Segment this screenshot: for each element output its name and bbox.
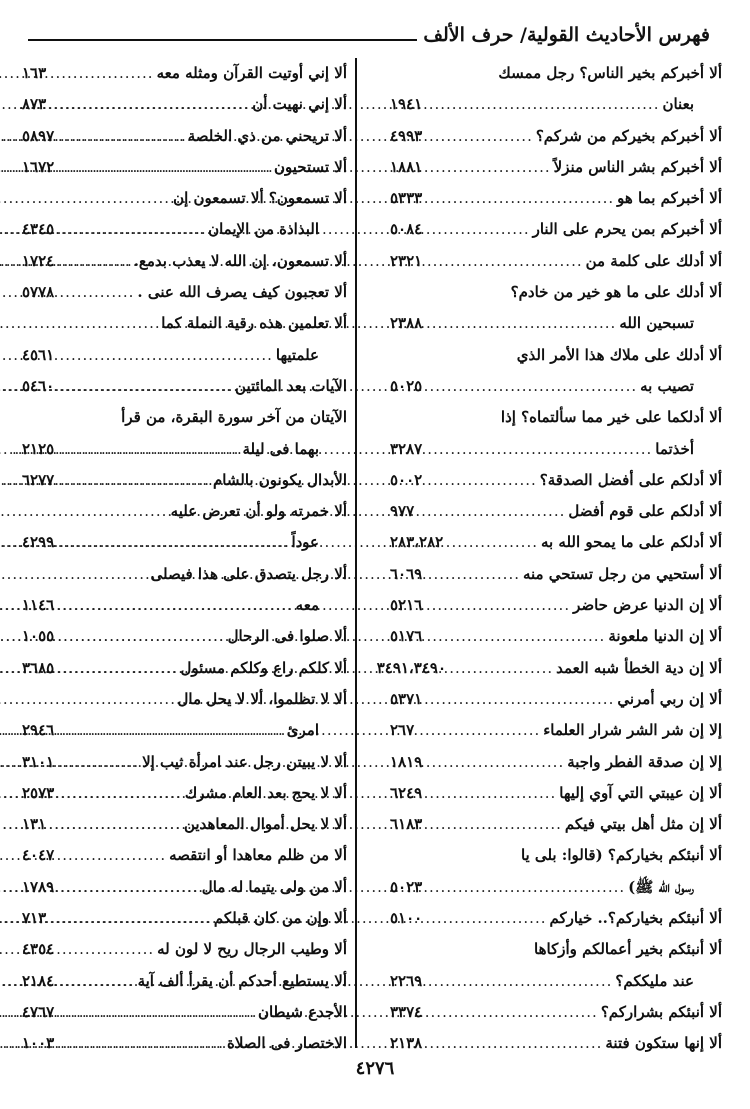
leader-dots: [78, 621, 228, 652]
entry-reference-number: ١٨٨١: [390, 157, 423, 176]
leader-dots: [446, 966, 615, 997]
entry-reference-number: ٥٠٢٣: [390, 877, 423, 896]
leader-dots: [78, 340, 276, 371]
entry-reference-number: ٢٨٣،٢٨٢: [390, 533, 444, 552]
index-entry: [22, 152, 347, 183]
entry-reference-number: ٥٠٨٤: [390, 220, 423, 239]
entry-text: عند مليككم؟: [615, 971, 694, 990]
index-entry: [22, 308, 347, 339]
leader-dots: [78, 903, 214, 934]
entry-reference-number: ١٠٥٥: [22, 627, 55, 646]
index-entry: [390, 966, 722, 997]
entry-text: ألا لا يحج بعد العام مشرك: [184, 783, 347, 802]
index-entry: [390, 246, 722, 277]
index-entry: [390, 621, 722, 652]
entry-text: ألا خمرته ولو أن تعرض عليه: [170, 502, 347, 521]
entry-text: ألا إن دية الخطأ شبه العمد: [556, 658, 722, 677]
index-entry: [390, 778, 722, 809]
entry-text: ألا أخبركم بما هو: [617, 189, 722, 208]
entry-reference-number: ٤٣٥٤: [22, 940, 55, 959]
entry-reference-number: ٣٢٨٧: [390, 439, 423, 458]
index-entry: [22, 58, 347, 89]
leader-dots: [446, 997, 601, 1028]
index-entry: [22, 214, 347, 245]
entry-reference-number: ٢٢٦٩: [390, 971, 423, 990]
index-entry: [390, 1028, 722, 1059]
leader-dots: [78, 152, 274, 183]
index-entry: [22, 434, 347, 465]
leader-dots: [78, 747, 142, 778]
leader-dots: [446, 214, 533, 245]
leader-dots: [446, 121, 536, 152]
entry-reference-number: ٢١٨٤: [22, 971, 55, 990]
entry-reference-number: ٦٢٤٩: [390, 783, 423, 802]
entry-text: الاختصار فى الصلاة: [226, 1034, 347, 1053]
entry-text: ألا وطيب الرجال ريح لا لون له: [157, 940, 347, 959]
leader-dots: [78, 277, 137, 308]
entry-text: ألا من ظلم معاهدا أو انتقصه: [169, 846, 347, 865]
index-entry: [390, 809, 722, 840]
entry-text: ألا أدلك على ملاك هذا الأمر الذي: [516, 345, 722, 364]
leader-dots: [78, 465, 213, 496]
entry-text: الآيتان من آخر سورة البقرة، من قرأ: [121, 408, 347, 427]
leader-dots: [446, 559, 523, 590]
entry-text: ألا تريحني من ذي الخلصة: [187, 126, 347, 145]
entry-text: ألا إن مثل أهل بيتي فيكم: [564, 815, 722, 834]
entry-text: ألا أخبركم بخير الناس؟ رجل ممسك: [498, 64, 722, 82]
index-entry: [390, 308, 722, 339]
entry-text: ألا أدلكم على ما يمحو الله به: [540, 533, 722, 552]
entry-text: ألا رجل يتصدق على هذا فيصلى: [150, 564, 347, 583]
entry-text: ألا إنها ستكون فتنة: [605, 1034, 722, 1053]
index-entry: [22, 653, 347, 684]
entry-text: ألا أنبئكم بخياركم؟.. خياركم: [549, 909, 722, 928]
leader-dots: [78, 246, 134, 277]
entry-reference-number: ٥٨٩٧: [22, 126, 55, 145]
leader-dots: [78, 121, 188, 152]
leader-dots: [446, 308, 619, 339]
entry-text: ألا كلكم راع وكلكم مسئول: [180, 658, 347, 677]
entry-text: ألا إن الدنيا عرض حاضر: [573, 596, 722, 615]
index-entry: [22, 778, 347, 809]
entry-reference-number: ٤٩٩٣: [390, 126, 423, 145]
entry-reference-number: ٦٢٧٧: [22, 470, 55, 489]
entry-text: ألا أدلك على ما هو خير من خادم؟: [510, 283, 722, 302]
leader-dots: [78, 590, 296, 621]
entry-reference-number: ١٠٠٣: [22, 1034, 55, 1053]
index-entry: [22, 747, 347, 778]
index-entry: [390, 715, 722, 746]
header-title: فهرس الأحاديث القولية/ حرف الألف: [423, 24, 710, 46]
entry-reference-number: ١٦٣: [22, 64, 47, 82]
entry-reference-number: ٣٤٩١،٣٤٩٠: [376, 658, 446, 677]
index-entry: [390, 684, 722, 715]
leader-dots: [446, 434, 655, 465]
entry-text: ألا أخبركم بمن يحرم على النار: [532, 220, 722, 239]
index-entry: [390, 559, 722, 590]
index-entry: [390, 183, 722, 214]
entry-reference-number: ٥١٧٦: [390, 627, 423, 646]
leader-dots: [446, 715, 543, 746]
index-entry: [390, 434, 722, 465]
leader-dots: [446, 371, 640, 402]
entry-text: ألا من ولى يتيما له مال: [201, 877, 347, 896]
entry-reference-number: ١٣١: [22, 815, 47, 834]
entry-reference-number: ١٧٢٤: [22, 251, 55, 270]
index-entry: [390, 934, 722, 965]
entry-text: ألا أنبئكم بخياركم؟ (قالوا: بلى يا: [520, 846, 722, 865]
leader-dots: [446, 621, 608, 652]
entry-text: البذاذة من الإيمان: [208, 220, 319, 239]
entry-text: ألا إن عيبتي التي آوي إليها: [559, 783, 722, 802]
leader-dots: [446, 590, 573, 621]
entry-reference-number: ٥٣٧١: [390, 689, 423, 708]
entry-reference-number: ٥٧٧٨: [22, 283, 55, 302]
entry-text: ألا صلوا فى الرحال: [227, 627, 347, 646]
entry-reference-number: ٥٢١٦: [390, 596, 423, 615]
leader-dots: [446, 684, 617, 715]
entry-text: ألا أخبركم بشر الناس منزلاً: [553, 157, 722, 176]
leader-dots: [446, 1028, 605, 1059]
leader-dots: [78, 966, 138, 997]
entry-text: ألا إن الدنيا ملعونة: [608, 627, 722, 646]
entry-reference-number: ٦٠٦٩: [390, 564, 423, 583]
entry-text: ألا أدلكما على خير مما سألتماه؟ إذا: [500, 408, 722, 427]
left-index-column: [22, 58, 347, 1060]
entry-reference-number: ١٧٨٩: [22, 877, 55, 896]
leader-dots: [78, 778, 185, 809]
entry-reference-number: ٢١٣٨: [390, 1034, 423, 1053]
index-entry: [22, 402, 347, 433]
entry-text: ألا يستطيع أحدكم أن يقرأ ألف آية: [137, 971, 347, 990]
entry-reference-number: ٤٠٤٧: [22, 846, 55, 865]
index-entry: [22, 997, 347, 1028]
column-divider: [355, 58, 357, 1048]
entry-text: ألا أدلكم على قوم أفضل: [568, 502, 722, 521]
entry-text: أخذتما: [655, 439, 694, 458]
entry-text: الأجدع شيطان: [257, 1002, 347, 1021]
index-entry: [22, 621, 347, 652]
leader-dots: [446, 809, 565, 840]
index-entry: [390, 277, 722, 308]
index-entry: [390, 496, 722, 527]
entry-reference-number: ٩٧٧: [390, 502, 415, 521]
index-entry: [22, 559, 347, 590]
index-entry: [22, 934, 347, 965]
index-entry: [390, 997, 722, 1028]
page-number: ٤٢٧٦: [355, 1058, 395, 1079]
running-header: [28, 14, 710, 46]
entry-reference-number: ٤٢٩٩: [22, 533, 55, 552]
index-entry: [22, 966, 347, 997]
leader-dots: [78, 58, 157, 89]
entry-text: إلا إن شر الشر شرار العلماء: [543, 721, 722, 740]
index-entry: [22, 371, 347, 402]
entry-reference-number: ٤٣٤٥: [22, 220, 55, 239]
index-entry: [22, 183, 347, 214]
entry-text: الأبدال يكونون بالشام: [213, 470, 347, 489]
entry-reference-number: ٢١٢٥: [22, 439, 55, 458]
leader-dots: [446, 89, 662, 120]
leader-dots: [78, 653, 180, 684]
entry-text: ألا تستحيون: [273, 157, 347, 176]
leader-dots: [446, 903, 549, 934]
leader-dots: [446, 527, 541, 558]
entry-text: ألا أنبئكم بخير أعمالكم وأزكاها: [534, 940, 722, 959]
right-index-column: [376, 58, 722, 1060]
entry-text: ألا أستحيي من رجل تستحي منه: [522, 564, 722, 583]
entry-text: ألا تعلمين هذه رقية النملة كما: [161, 314, 347, 333]
entry-reference-number: ٢٣٢١: [390, 251, 423, 270]
leader-dots: [78, 89, 252, 120]
index-entry: [390, 58, 722, 89]
entry-text: ألا تسمعون؟ ألا تسمعون إن: [173, 189, 347, 208]
entry-text: إلا إن صدقة الفطر واجبة: [567, 752, 722, 771]
leader-dots: [78, 214, 208, 245]
index-entry: [390, 121, 722, 152]
entry-text: الآيات بعد المائتين: [235, 376, 347, 395]
entry-reference-number: ١١٤٦: [22, 596, 55, 615]
entry-text: ألا لا يبيتن رجل عند امرأة ثيب إلا: [142, 752, 347, 771]
index-entry: [390, 527, 722, 558]
entry-text: ألا إني أوتيت القرآن ومثله معه: [156, 64, 347, 82]
entry-text: بهما فى ليلة: [242, 439, 319, 458]
entry-reference-number: ٤٥٦١: [22, 345, 55, 364]
entry-text: ألا أخبركم بخيركم من شركم؟: [535, 126, 722, 145]
leader-dots: [78, 527, 291, 558]
leader-dots: [446, 152, 554, 183]
entry-reference-number: ٤٧٦٧: [22, 1002, 55, 1021]
leader-dots: [446, 778, 559, 809]
index-entry: [22, 465, 347, 496]
entry-reference-number: ٥٠٢٥: [390, 376, 423, 395]
entry-text: ألا أدلكم على أفضل الصدقة؟: [539, 470, 722, 489]
entry-text: ألا أنبئكم بشراركم؟: [600, 1002, 722, 1021]
index-entry: [22, 277, 347, 308]
index-entry: [390, 214, 722, 245]
index-entry: [390, 840, 722, 871]
index-entry: [390, 747, 722, 778]
index-entry: [390, 371, 722, 402]
index-entry: [22, 246, 347, 277]
entry-text: ألا وإن من كان قبلكم: [213, 909, 347, 928]
index-entry: [376, 653, 722, 684]
leader-dots: [78, 997, 258, 1028]
index-entry: [390, 903, 722, 934]
entry-text: علمتيها: [275, 345, 319, 364]
entry-reference-number: ٦١٨٣: [390, 815, 423, 834]
entry-reference-number: ٥١٠٠: [390, 909, 423, 928]
index-entry: [22, 684, 347, 715]
index-entry: [390, 152, 722, 183]
entry-text: معه: [295, 596, 319, 615]
entry-reference-number: ٣٣٧٤: [390, 1002, 423, 1021]
index-entry: [390, 340, 722, 371]
entry-reference-number: ١٨١٩: [390, 752, 423, 771]
entry-reference-number: ٢٦٧: [390, 721, 415, 740]
entry-reference-number: ٣١٠١: [22, 752, 55, 771]
index-entry: [390, 590, 722, 621]
leader-dots: [78, 809, 184, 840]
header-rule: [28, 39, 417, 41]
leader-dots: [78, 872, 202, 903]
index-entry: [22, 872, 347, 903]
entry-reference-number: ٥٣٣٣: [390, 189, 423, 208]
leader-dots: [446, 183, 617, 214]
leader-dots: [446, 246, 586, 277]
leader-dots: [78, 715, 287, 746]
leader-dots: [78, 840, 169, 871]
index-entry: [22, 903, 347, 934]
entry-text: بعنان: [662, 95, 694, 114]
entry-text: رسول الله ﷺ): [628, 877, 694, 896]
index-entry: [22, 496, 347, 527]
entry-text: ألا تعجبون كيف يصرف الله عنى .: [137, 283, 347, 302]
index-entry: [390, 465, 722, 496]
leader-dots: [446, 872, 628, 903]
entry-reference-number: ٢٩٤٦: [22, 721, 55, 740]
leader-dots: [446, 465, 540, 496]
entry-text: ألا تسمعون، إن الله لا يعذب بدمع.: [133, 251, 347, 270]
index-entry: [22, 340, 347, 371]
index-entry: [22, 715, 347, 746]
leader-dots: [446, 496, 568, 527]
entry-reference-number: ٥٤٦٠: [22, 376, 55, 395]
leader-dots: [78, 434, 242, 465]
leader-dots: [78, 934, 157, 965]
leader-dots: [78, 371, 235, 402]
entry-text: تصيب به: [640, 376, 694, 395]
index-entry: [22, 840, 347, 871]
entry-reference-number: ١٩٤١: [390, 95, 423, 114]
index-entry: [22, 809, 347, 840]
index-entry: [390, 402, 722, 433]
entry-reference-number: ٢٥٧٣: [22, 783, 55, 802]
index-entry: [22, 527, 347, 558]
leader-dots: [446, 747, 567, 778]
entry-text: ألا إني نهيت أن: [252, 95, 347, 114]
entry-reference-number: ٧١٣: [22, 909, 47, 928]
index-entry: [390, 872, 722, 903]
entry-reference-number: ١٦٧٢: [22, 157, 55, 176]
entry-text: ألا إن ربي أمرني: [617, 689, 722, 708]
entry-reference-number: ٨٧٣: [22, 95, 47, 114]
index-entry: [22, 1028, 347, 1059]
entry-reference-number: ٢٣٨٨: [390, 314, 423, 333]
entry-reference-number: ٥٠٠٢: [390, 470, 423, 489]
index-entry: [22, 590, 347, 621]
index-entry: [22, 121, 347, 152]
entry-text: ألا أدلك على كلمة من: [585, 251, 722, 270]
index-entry: [22, 89, 347, 120]
entry-text: عوداً: [291, 533, 319, 552]
entry-text: تسبحين الله: [619, 314, 694, 333]
entry-text: امرئ: [286, 721, 319, 740]
entry-reference-number: ٣٦٨٥: [22, 658, 55, 677]
entry-text: ألا لا يحل أموال المعاهدين: [184, 815, 347, 834]
entry-text: ألا لا تظلموا، ألا لا يحل مال: [177, 689, 347, 708]
leader-dots: [446, 653, 556, 684]
leader-dots: [78, 1028, 227, 1059]
index-entry: [390, 89, 722, 120]
